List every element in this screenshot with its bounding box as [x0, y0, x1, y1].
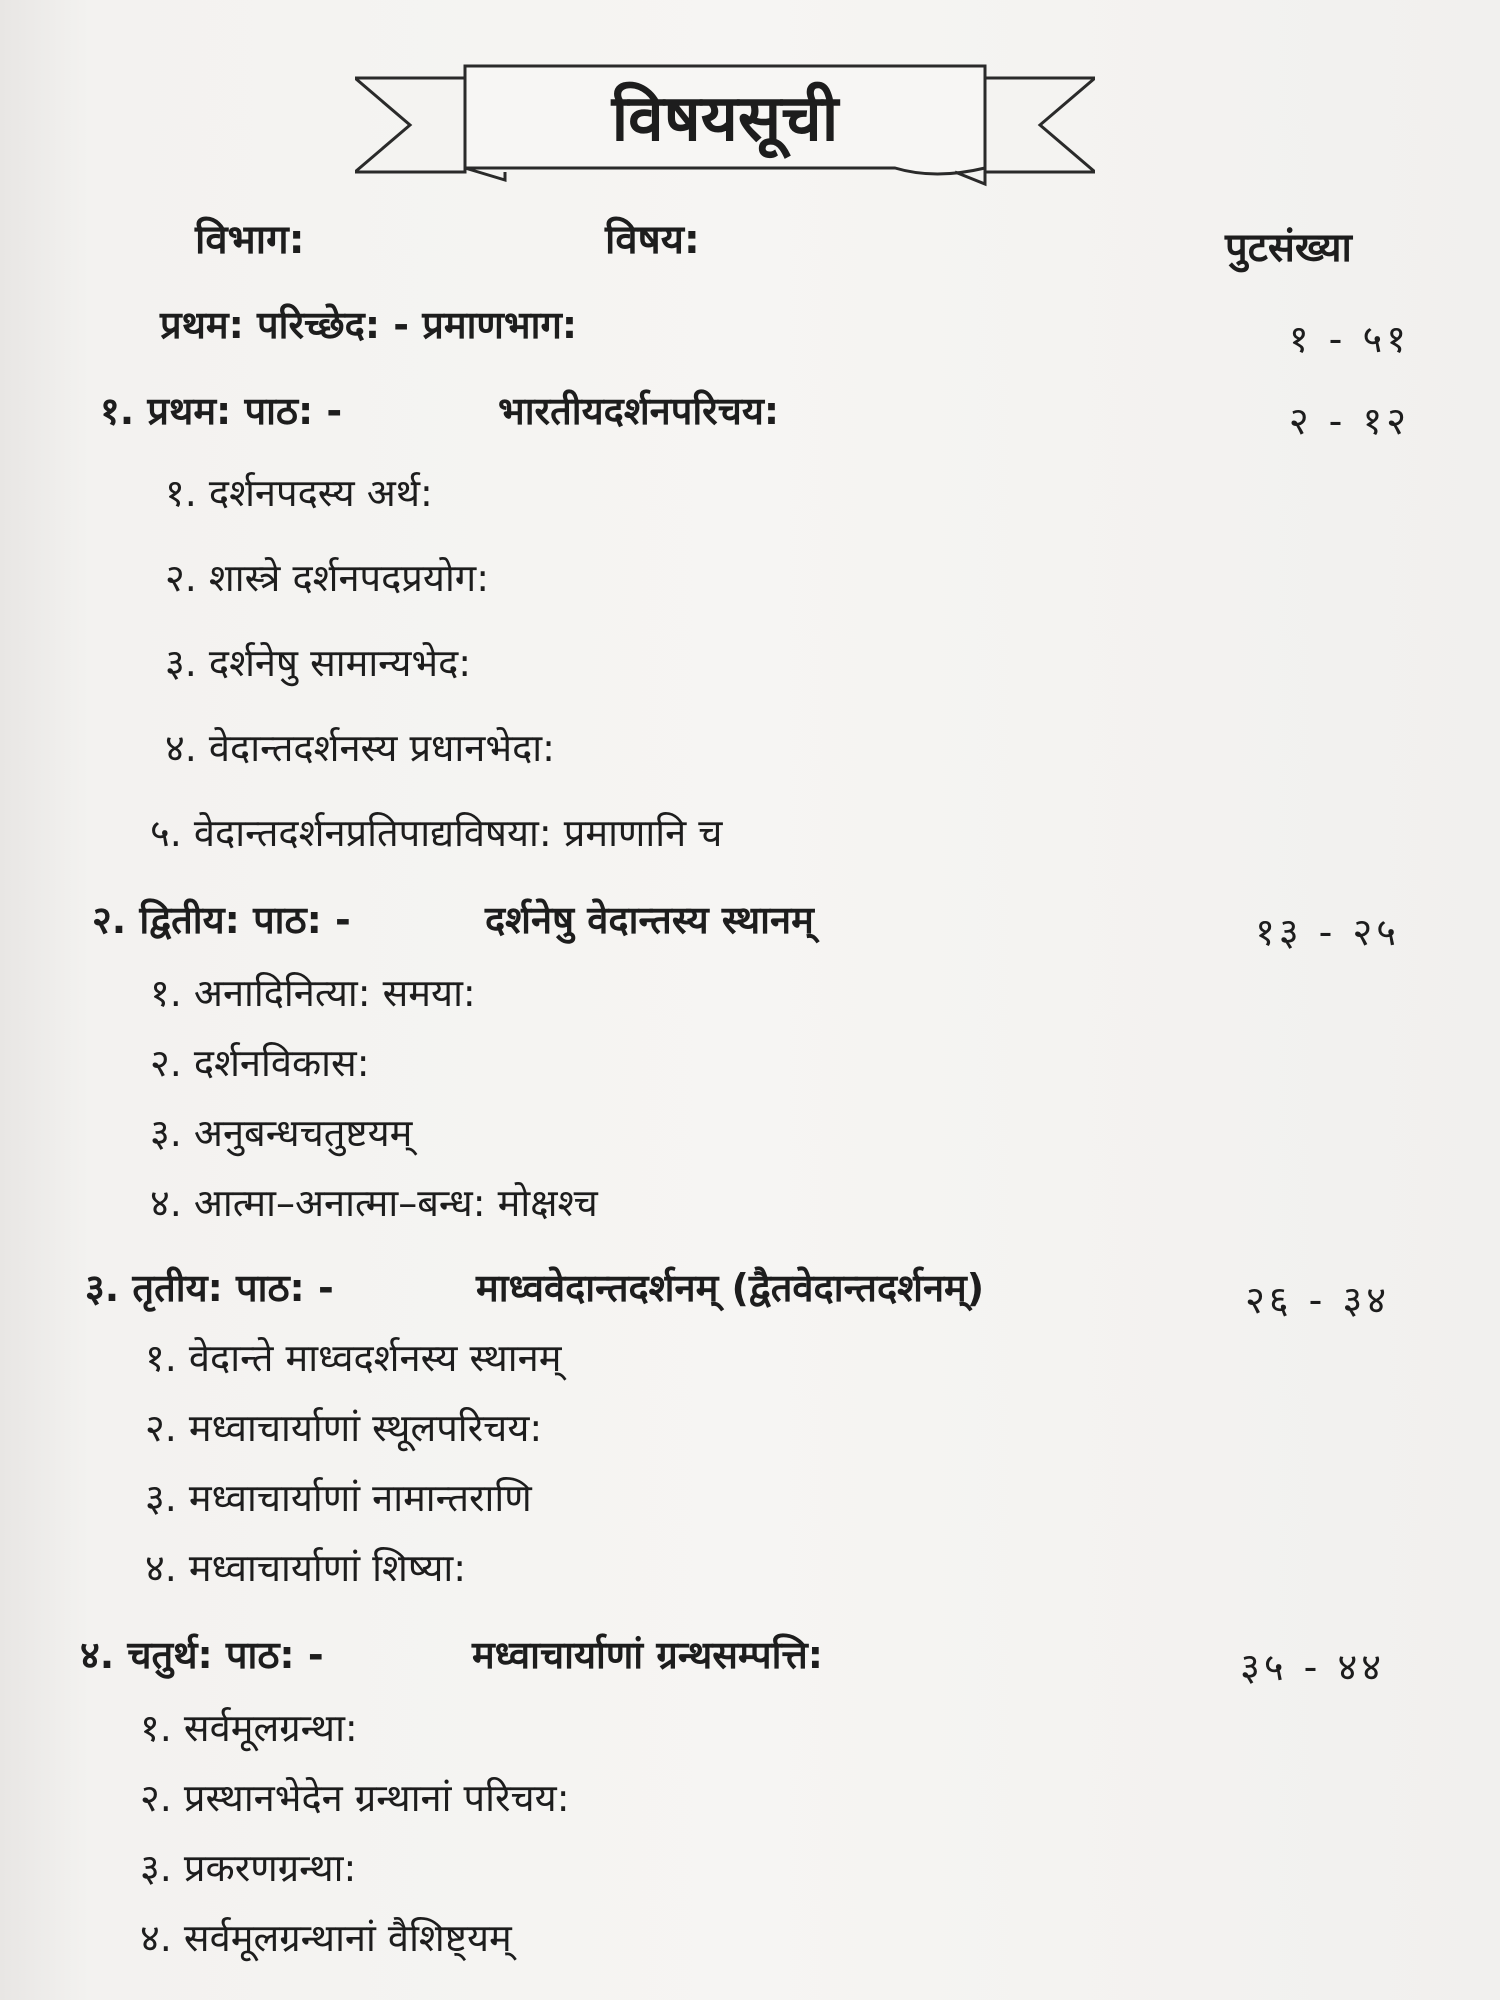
- topic-item: ३. अनुबन्धचतुष्टयम्: [150, 1111, 413, 1155]
- topic-item: १. दर्शनपदस्य अर्थ:: [165, 471, 433, 515]
- part-pages: १ - ५१: [1288, 317, 1410, 361]
- lesson-pages: १३ - २५: [1255, 910, 1400, 954]
- column-header-section: विभाग:: [195, 217, 305, 263]
- lesson-number: २. द्वितीय: पाठ: -: [92, 898, 351, 942]
- topic-item: ३. दर्शनेषु सामान्यभेद:: [165, 641, 472, 685]
- lesson-number: ३. तृतीय: पाठ: -: [85, 1266, 334, 1310]
- page-title: विषयसूची: [611, 82, 839, 156]
- topic-item: २. मध्वाचार्याणां स्थूलपरिचय:: [145, 1406, 543, 1450]
- lesson-title: मध्वाचार्याणां ग्रन्थसम्पत्ति:: [472, 1633, 823, 1677]
- lesson-title: माध्ववेदान्तदर्शनम् (द्वैतवेदान्तदर्शनम्): [476, 1266, 985, 1310]
- column-header-topic: विषय:: [605, 217, 700, 263]
- lesson-number: ४. चतुर्थ: पाठ: -: [80, 1633, 324, 1677]
- topic-item: १. सर्वमूलग्रन्था:: [140, 1706, 358, 1750]
- topic-item: १. वेदान्ते माध्वदर्शनस्य स्थानम्: [145, 1336, 562, 1380]
- topic-item: ३. प्रकरणग्रन्था:: [140, 1846, 357, 1890]
- lesson-number: १. प्रथम: पाठ: -: [100, 389, 343, 433]
- topic-item: २. दर्शनविकास:: [150, 1041, 370, 1085]
- lesson-pages: ३५ - ४४: [1240, 1645, 1385, 1689]
- topic-item: २. प्रस्थानभेदेन ग्रन्थानां परिचय:: [140, 1776, 570, 1820]
- lesson-title: दर्शनेषु वेदान्तस्य स्थानम्: [485, 898, 814, 942]
- topic-item: ३. मध्वाचार्याणां नामान्तराणि: [145, 1476, 532, 1520]
- topic-item: ४. वेदान्तदर्शनस्य प्रधानभेदा:: [165, 726, 555, 770]
- lesson-pages: २६ - ३४: [1245, 1278, 1390, 1322]
- title-banner: [355, 60, 1095, 190]
- topic-item: ४. आत्मा–अनात्मा–बन्ध: मोक्षश्च: [150, 1181, 598, 1225]
- topic-item: ४. मध्वाचार्याणां शिष्या:: [145, 1546, 467, 1590]
- topic-item: ५. वेदान्तदर्शनप्रतिपाद्यविषया: प्रमाणानि च: [150, 811, 723, 855]
- lesson-pages: २ - १२: [1288, 399, 1410, 443]
- topic-item: २. शास्त्रे दर्शनपदप्रयोग:: [165, 556, 490, 600]
- column-header-pages: पुटसंख्या: [1225, 225, 1352, 271]
- part-heading: प्रथम: परिच्छेद: - प्रमाणभाग:: [160, 303, 578, 347]
- topic-item: ४. सर्वमूलग्रन्थानां वैशिष्ट्यम्: [140, 1916, 512, 1960]
- topic-item: १. अनादिनित्या: समया:: [150, 971, 476, 1015]
- lesson-title: भारतीयदर्शनपरिचय:: [498, 389, 780, 433]
